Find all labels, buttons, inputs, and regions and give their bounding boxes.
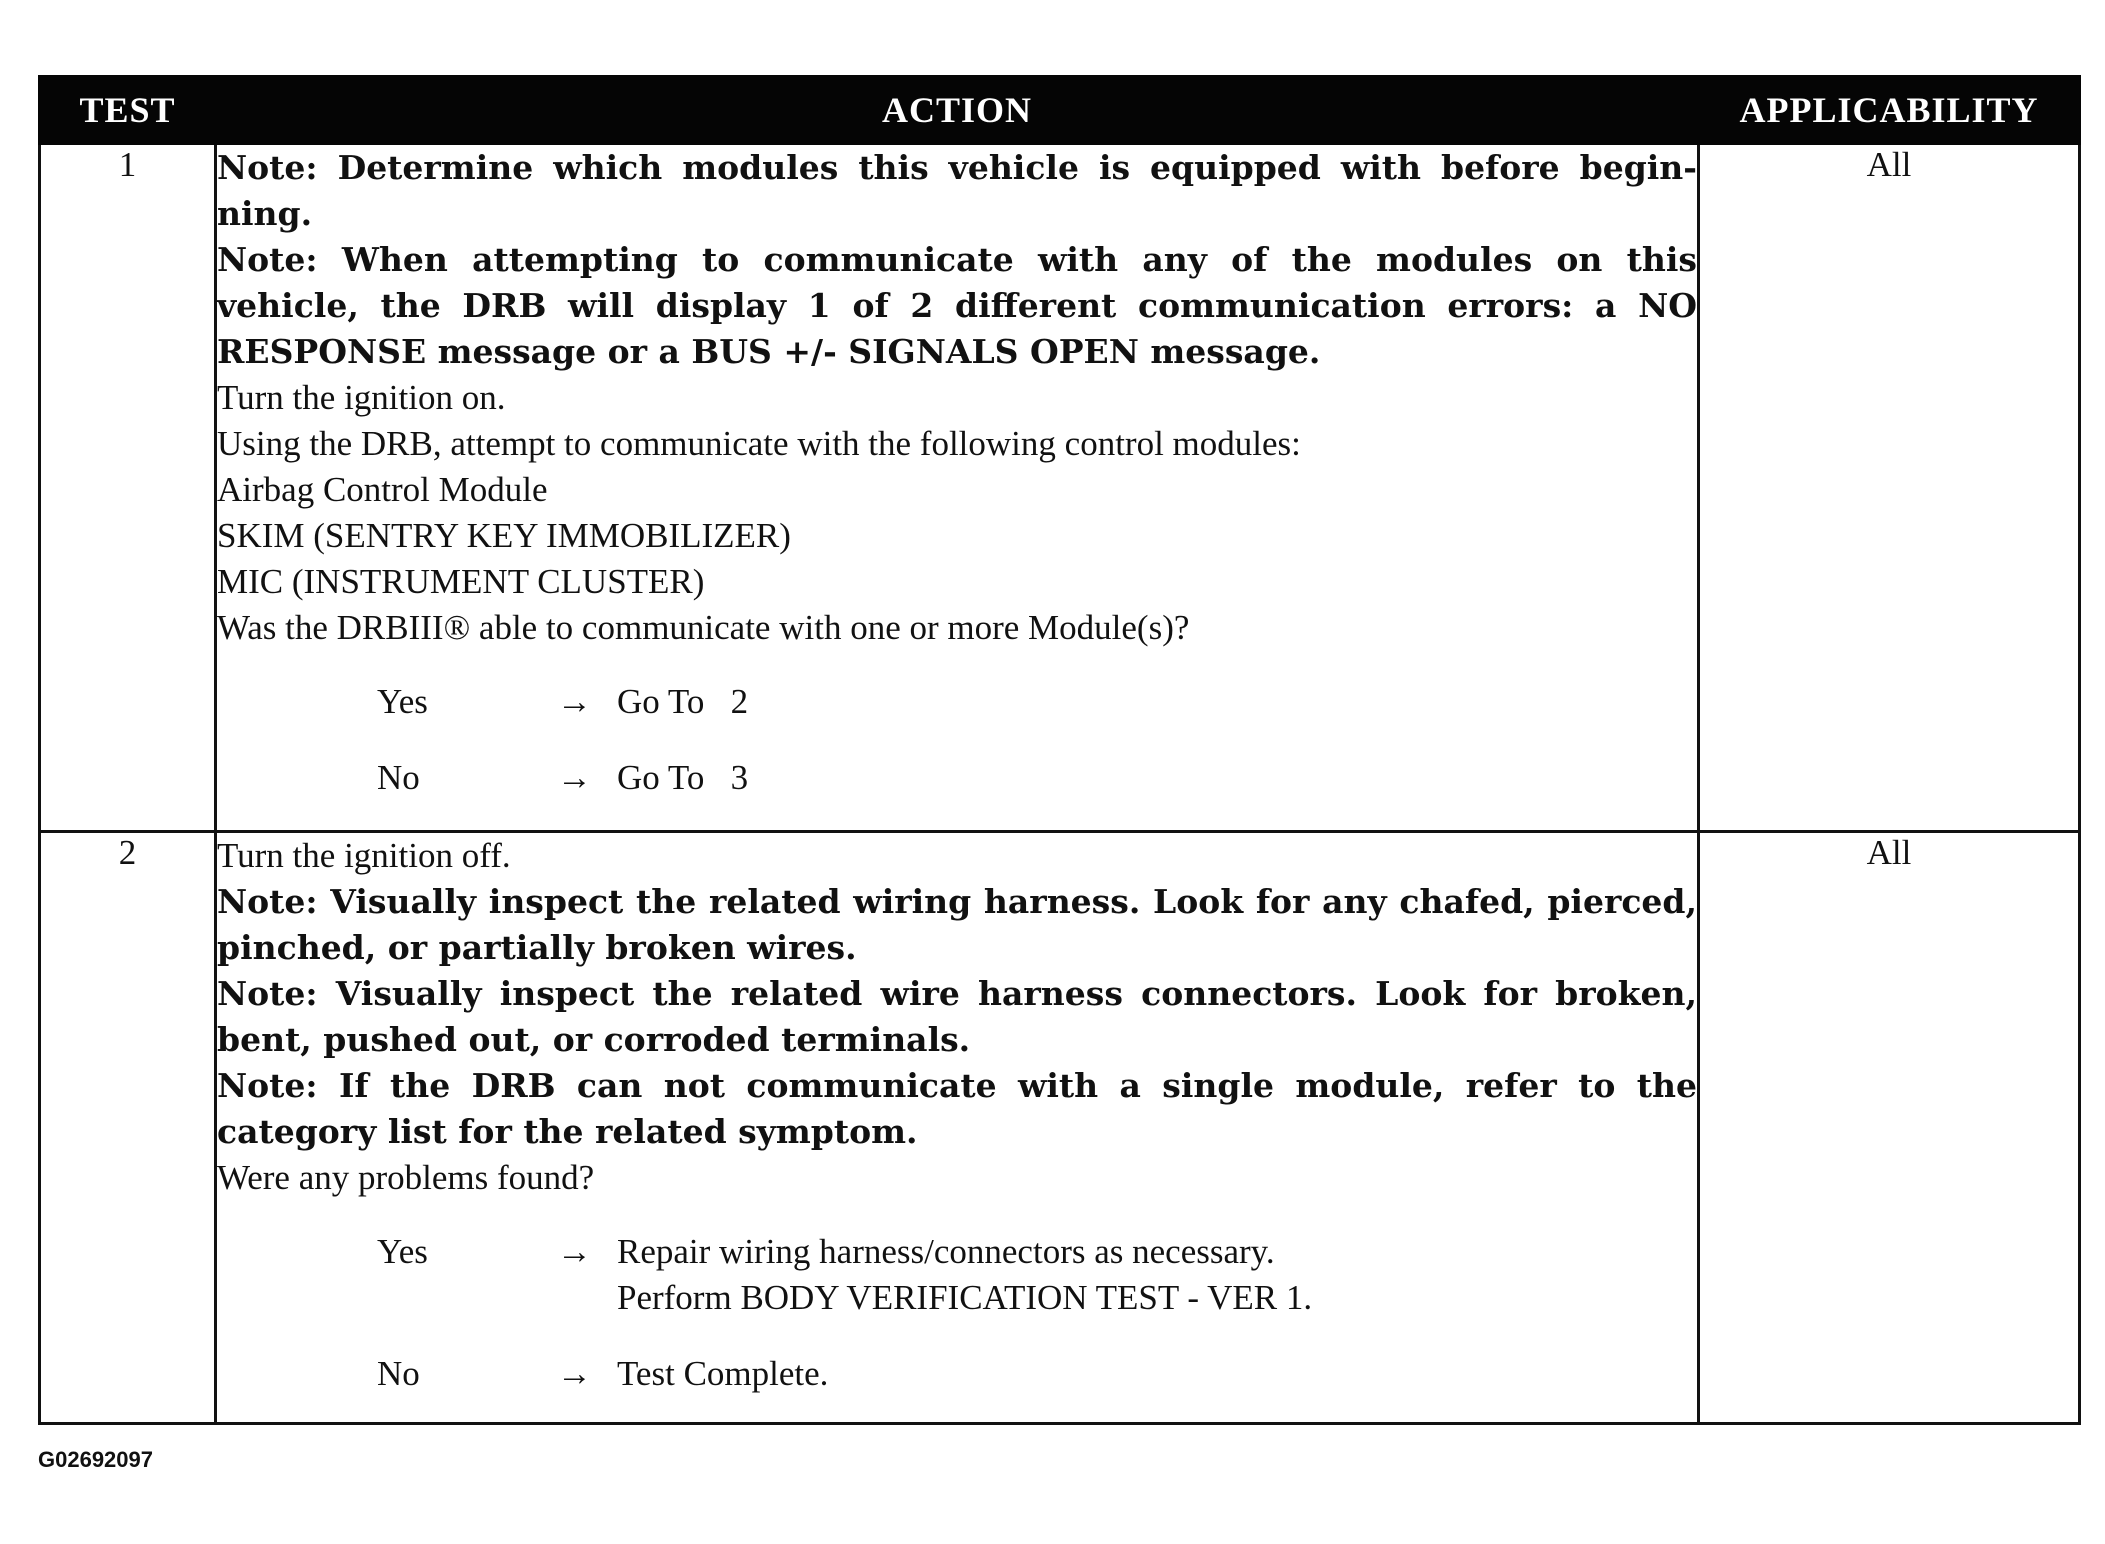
arrow-icon: →: [557, 1232, 592, 1271]
note-text: Note: When attempting to communicate with any of the modules on this vehicle, the DRB will display 1 of 2 different communication errors: a NO RESPONSE message or a BUS +/- SIGNALS OPEN message.: [217, 240, 1697, 371]
branch-result: Go To 2: [617, 682, 749, 721]
branch-no: [377, 1351, 1697, 1397]
question-line: Were any problems found?: [217, 1158, 595, 1197]
applicability-value: All: [1699, 144, 2080, 832]
test-number: 1: [40, 144, 216, 832]
applicability-value: All: [1699, 832, 2080, 1424]
branch-result: Test Complete.: [617, 1354, 829, 1393]
branch-yes: [377, 1229, 1697, 1321]
question-line: Was the DRBIII® able to communicate with one or more Module(s)?: [217, 608, 1190, 647]
figure-code: G02692097: [38, 1447, 153, 1472]
branch-label: Yes: [377, 682, 428, 721]
instruction-line: Turn the ignition off.: [217, 836, 511, 875]
branch-result: Go To 3: [617, 758, 749, 797]
note-text: Note: Determine which modules this vehicle is equipped with before begin-ning.: [217, 148, 1697, 233]
header-action: ACTION: [216, 77, 1699, 144]
header-test: TEST: [40, 77, 216, 144]
branch-list: [217, 679, 1697, 801]
branch-list: [217, 1229, 1697, 1397]
note-text: Note: Visually inspect the related wire harness connectors. Look for broken, bent, pushed out, or corroded terminals.: [217, 974, 1697, 1059]
instruction-line: Turn the ignition on.: [217, 378, 506, 417]
branch-label: No: [377, 758, 420, 797]
table-row: [40, 832, 2080, 1424]
arrow-icon: →: [557, 1354, 592, 1393]
header-applicability: APPLICABILITY: [1699, 77, 2080, 144]
branch-result-line: Repair wiring harness/connectors as necessary.: [617, 1232, 1275, 1271]
note-text: Note: If the DRB can not communicate with a single module, refer to the category list for the related symptom.: [217, 1066, 1697, 1151]
branch-label: No: [377, 1354, 420, 1393]
table-row: [40, 144, 2080, 832]
action-cell: [216, 832, 1699, 1424]
branch-label: Yes: [377, 1232, 428, 1271]
branch-result: [617, 1229, 1697, 1321]
module-name: MIC (INSTRUMENT CLUSTER): [217, 562, 705, 601]
diagnostic-test-table: [38, 75, 2081, 1425]
note-text: Note: Visually inspect the related wiring harness. Look for any chafed, pierced, pinched, or partially broken wires.: [217, 882, 1697, 967]
table-header-row: [40, 77, 2080, 144]
branch-result-line: Perform BODY VERIFICATION TEST - VER 1.: [617, 1278, 1313, 1317]
instruction-line: Using the DRB, attempt to communicate with the following control modules:: [217, 424, 1301, 463]
arrow-icon: →: [557, 682, 592, 721]
branch-no: [377, 755, 1697, 801]
test-number: 2: [40, 832, 216, 1424]
module-name: SKIM (SENTRY KEY IMMOBILIZER): [217, 516, 791, 555]
action-cell: [216, 144, 1699, 832]
module-name: Airbag Control Module: [217, 470, 548, 509]
arrow-icon: →: [557, 758, 592, 797]
branch-yes: [377, 679, 1697, 725]
